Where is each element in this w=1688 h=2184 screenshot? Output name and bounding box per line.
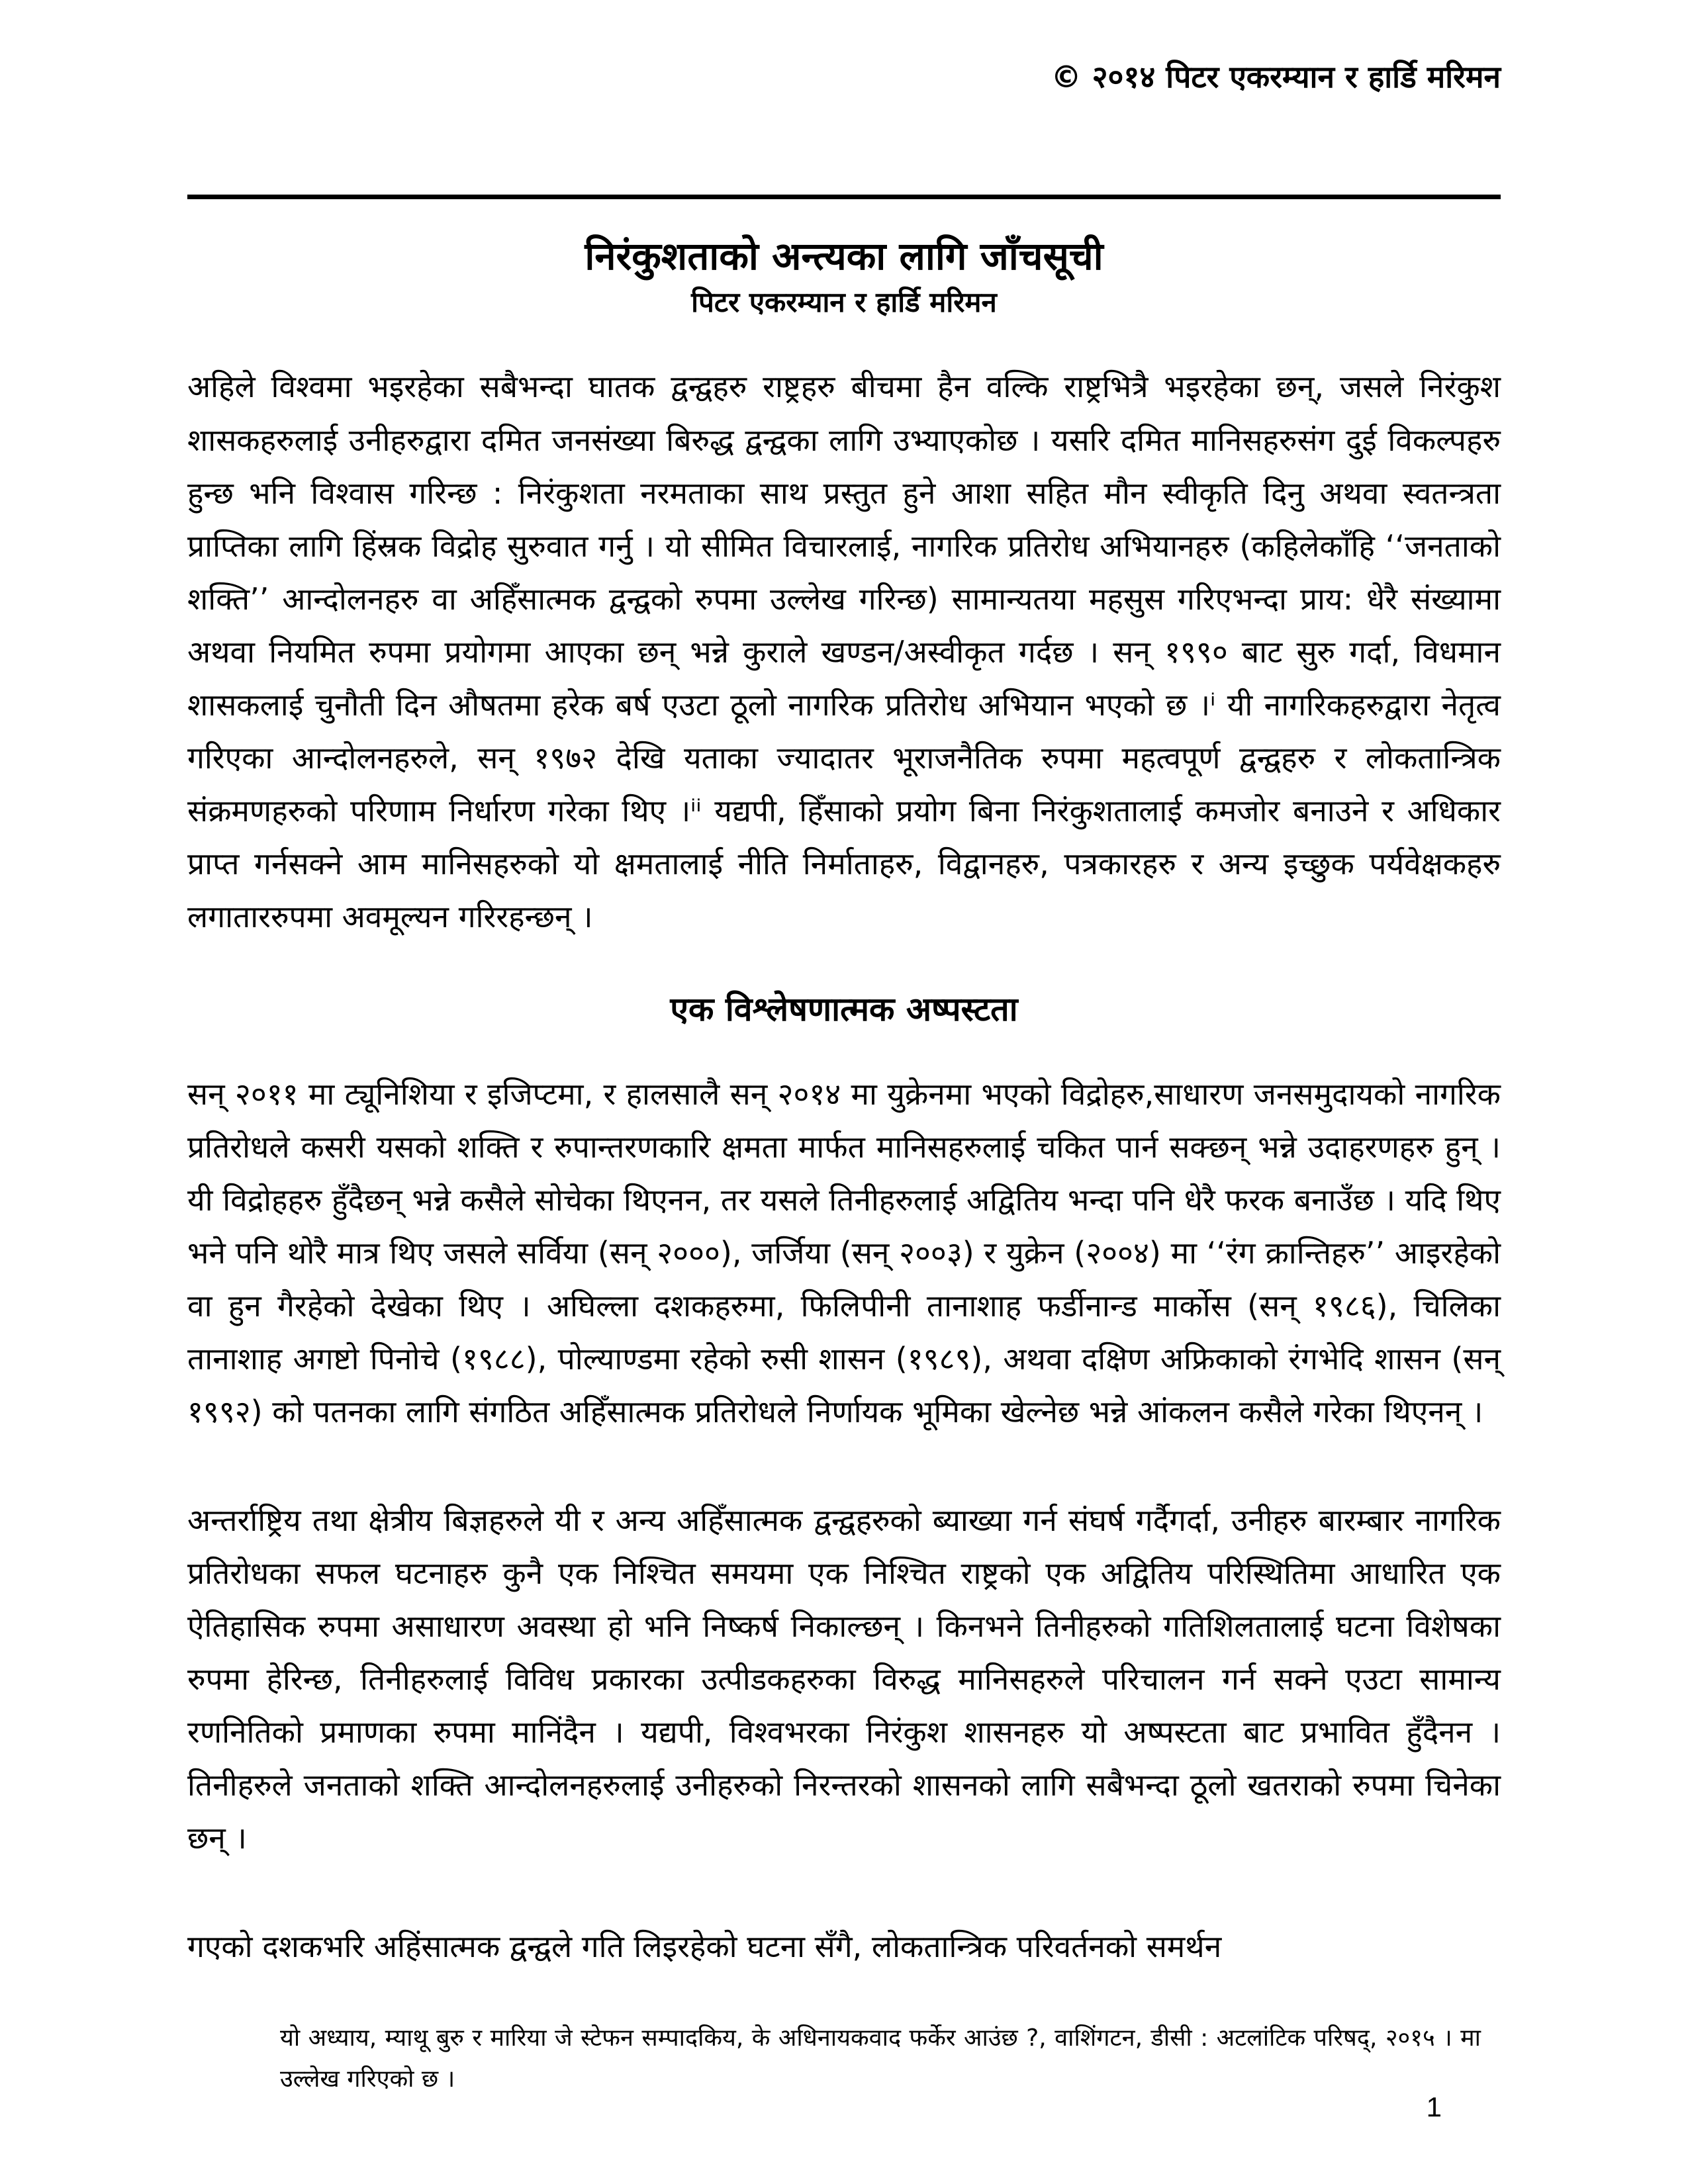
document-byline: पिटर एकरम्यान र हार्डि मरिमन (691, 286, 997, 319)
paragraph-3: अन्तर्राष्ट्रिय तथा क्षेत्रीय बिज्ञहरुले यी र अन्य अहिँसात्मक द्वन्द्वहरुको ब्याख्या गर्न संघर्ष गर्दैगर्दा, उनीहरु बारम्बार नागरिक प्रतिरोधका सफल घटनाहरु कुनै एक निश्चित समयमा एक निश्चित राष्ट्रको एक अद्वितिय परिस्थितिमा आधारित एक ऐतिहासिक रुपमा असाधारण अवस्था हो भनि निष्कर्ष निकाल्छन् । किनभने तिनीहरुको गतिशिलतालाई घटना विशेषका रुपमा हेरिन्छ, तिनीहरुलाई विविध प्रकारका उत्पीडकहरुका विरुद्ध मानिसहरुले परिचालन गर्न सक्ने एउटा सामान्य रणनितिको प्रमाणका रुपमा मानिंदैन । यद्यपी, विश्वभरका निरंकुश शासनहरु यो अष्पस्टता बाट प्रभावित हुँदैनन । तिनीहरुले जनताको शक्ति आन्दोलनहरुलाई उनीहरुको निरन्तरको शासनको लागि सबैभन्दा ठूलो खतराको रुपमा चिनेका छन् । (187, 1502, 1501, 1856)
footnote: यो अध्याय, म्याथू बुरु र मारिया जे स्टेफन सम्पादकिय, के अधिनायकवाद फर्केर आउंछ ?, वाशिंगटन, डीसी : अटलांटिक परिषद्, २०१५ । मा उल्लेख गरिएको छ । (280, 2025, 1481, 2093)
header-rule (187, 195, 1501, 199)
paragraph-4: गएको दशकभरि अहिंसात्मक द्वन्द्वले गति लिइरहेको घटना सँगै, लोकतान्त्रिक परिवर्तनको समर्थन (187, 1929, 1222, 1965)
paragraph-1: अहिले विश्वमा भइरहेका सबैभन्दा घातक द्वन्द्वहरु राष्ट्रहरु बीचमा हैन वल्कि राष्ट्रभित्रै भइरहेका छन्, जसले निरंकुश शासकहरुलाई उनीहरुद्वारा दमित जनसंख्या बिरुद्ध द्वन्द्वका लागि उभ्याएकोछ । यसरि दमित मानिसहरुसंग दुई विकल्पहरु हुन्छ भनि विश्वास गरिन्छ : निरंकुशता नरमताका साथ प्रस्तुत हुने आशा सहित मौन स्वीकृति दिनु अथवा स्वतन्त्रता प्राप्तिका लागि हिंस्रक विद्रोह सुरुवात गर्नु । यो सीमित विचारलाई, नागरिक प्रतिरोध अभियानहरु (कहिलेकाँहि ‘‘जनताको शक्ति’’ आन्दोलनहरु वा अहिँसात्मक द्वन्द्वको रुपमा उल्लेख गरिन्छ) सामान्यतया महसुस गरिएभन्दा प्राय: धेरै संख्यामा अथवा नियमित रुपमा प्रयोगमा आएका छन् भन्ने कुराले खण्डन/अस्वीकृत गर्दछ । सन् १९९० बाट सुरु गर्दा, विधमान शासकलाई चुनौती दिन औषतमा हरेक बर्ष एउटा ठूलो नागरिक प्रतिरोध अभियान भएको छ ।ⁱ यी नागरिकहरुद्वारा नेतृत्व गरिएका आन्दोलनहरुले, सन् १९७२ देखि यताका ज्यादातर भूराजनैतिक रुपमा महत्वपूर्ण द्वन्द्वहरु र लोकतान्त्रिक संक्रमणहरुको परिणाम निर्धारण गरेका थिए ।ⁱⁱ यद्यपी, हिँसाको प्रयोग बिना निरंकुशतालाई कमजोर बनाउने र अधिकार प्राप्त गर्नसक्ने आम मानिसहरुको यो क्षमतालाई नीति निर्माताहरु, विद्वानहरु, पत्रकारहरु र अन्य इच्छुक पर्यवेक्षकहरु लगाताररुपमा अवमूल्यन गरिरहन्छन् । (187, 369, 1501, 934)
page-number: 1 (1426, 2091, 1442, 2122)
section-heading: एक विश्लेषणात्मक अष्पस्टता (670, 989, 1018, 1028)
header-copyright: © २०१४ पिटर एकरम्यान र हार्डि मरिमन (1051, 59, 1501, 95)
paragraph-2: सन् २०११ मा ट्यूनिशिया र इजिप्टमा, र हालसालै सन् २०१४ मा युक्रेनमा भएको विद्रोहरु,साधारण जनसमुदायको नागरिक प्रतिरोधले कसरी यसको शक्ति र रुपान्तरणकारि क्षमता मार्फत मानिसहरुलाई चकित पार्न सक्छन् भन्ने उदाहरणहरु हुन् । यी विद्रोहहरु हुँदैछन् भन्ने कसैले सोचेका थिएनन, तर यसले तिनीहरुलाई अद्वितिय भन्दा पनि धेरै फरक बनाउँछ । यदि थिए भने पनि थोरै मात्र थिए जसले सर्विया (सन् २०००), जर्जिया (सन् २००३) र युक्रेन (२००४) मा ‘‘रंग क्रान्तिहरु’’ आइरहेको वा हुन गैरहेको देखेका थिए । अघिल्ला दशकहरुमा, फिलिपीनी तानाशाह फर्डीनान्ड मार्कोस (सन् १९८६), चिलिका तानाशाह अगष्टो पिनोचे (१९८८), पोल्याण्डमा रहेको रुसी शासन (१९८९), अथवा दक्षिण अफ्रिकाको रंगभेदि शासन (सन् १९९२) को पतनका लागि संगठित अहिँसात्मक प्रतिरोधले निर्णायक भूमिका खेल्नेछ भन्ने आंकलन कसैले गरेका थिएनन् । (187, 1075, 1501, 1430)
document-title: निरंकुशताको अन्त्यका लागि जाँचसूची (585, 233, 1103, 279)
